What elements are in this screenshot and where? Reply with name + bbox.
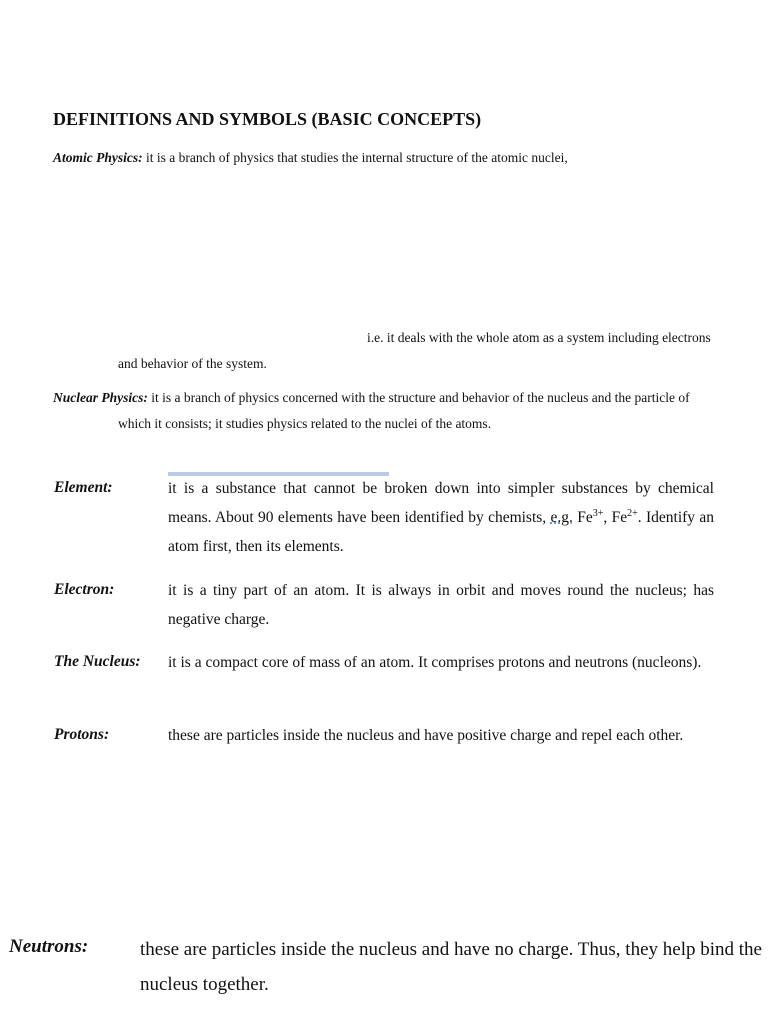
electron-term: Electron: — [54, 581, 115, 598]
element-definition-tail: . Identify an atom first, then its elements. — [168, 509, 715, 555]
neutrons-term: Neutrons: — [9, 936, 89, 957]
atomic-physics-continuation: i.e. it deals with the whole atom as a system including electrons — [367, 330, 711, 345]
nuclear-physics-paragraph — [53, 385, 690, 411]
nuclear-physics-continuation: which it consists; it studies physics related to the nuclei of the atoms. — [118, 416, 492, 431]
protons-term: Protons: — [54, 726, 110, 743]
iron-ion-3-charge: 3+ — [592, 507, 604, 519]
nucleus-term: The Nucleus: — [54, 653, 141, 670]
eg-abbreviation[interactable]: e.g. — [550, 509, 573, 526]
neutrons-definition: these are particles inside the nucleus and have no charge. Thus, they help bind the nucleus together. — [140, 939, 762, 995]
iron-ion-2: Fe — [611, 509, 628, 526]
atomic-physics-continuation-2: and behavior of the system. — [118, 356, 267, 371]
electron-definition: it is a tiny part of an atom. It is always in orbit and moves round the nucleus; has negative charge. — [168, 582, 714, 628]
ion-separator: , — [603, 509, 608, 526]
nuclear-physics-term: Nuclear Physics: — [53, 390, 148, 405]
element-definition-text: it is a substance that cannot be broken down into simpler substances by chemical means. About 90 elements have been identified by chemists, — [168, 480, 714, 526]
atomic-physics-paragraph — [53, 145, 568, 171]
element-term: Element: — [54, 479, 113, 496]
iron-ion-3: Fe — [577, 509, 593, 526]
atomic-physics-text: it is a branch of physics that studies the internal structure of the atomic nuclei, — [146, 150, 568, 165]
page-title: DEFINITIONS AND SYMBOLS (BASIC CONCEPTS) — [53, 109, 482, 129]
atomic-physics-term: Atomic Physics: — [53, 150, 143, 165]
iron-ion-2-charge: 2+ — [627, 507, 638, 519]
element-definition — [168, 474, 714, 561]
protons-definition: these are particles inside the nucleus and have positive charge and repel each other. — [168, 727, 684, 744]
nuclear-physics-text: it is a branch of physics concerned with the structure and behavior of the nucleus and the particle of — [151, 390, 690, 405]
nucleus-definition: it is a compact core of mass of an atom. It comprises protons and neutrons (nucleons). — [168, 654, 702, 671]
